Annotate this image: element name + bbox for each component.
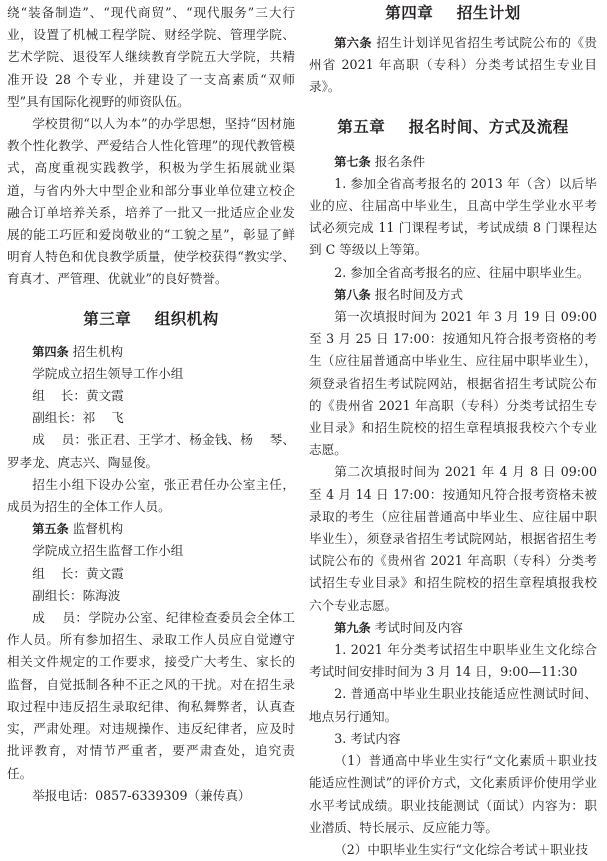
article-4-line: 学院成立招生领导工作小组 [32,365,184,381]
article-5-line: 组 长：黄文霞 [32,565,124,581]
article-9-item: （1）普通高中毕业生实行“文化素质＋职业技能适应性测试”的评价方式，文化素质评价使用学业水平考试成绩。职业技能测试（面试）内容为：职业潜质、特长展示、反应能力等。 [309,753,597,835]
article-7-item: 1. 参加全省高考报名的 2013 年（含）以后毕业的应、往届高中毕业生，且高中学生学业水平考试必须完成 11 门课程考试，考试成绩 8 门课程达到 C 等级以上等第。 [309,175,597,258]
article-7-item: 2. 参加全省高考报名的应、往届中职毕业生。 [334,264,590,280]
article-6-paragraph [309,32,597,99]
article-9-item: 3. 考试内容 [334,730,401,746]
article-5-heading [7,518,295,540]
article-8-second-round: 第二次填报时间为 2021 年 4 月 8 日 09:00 至 4 月 14 日 17:00：按通知凡符合报考资格未被录取的考生（应往届普通高中毕业生、应往届中职毕业生），须登录省招生考试院网站，根据省招生考试院公布的《贵州省 2021 年高职（专科）分类考试招生专业目录》和招生院校的招生章程填报我校六个专业志愿。 [309,464,597,613]
article-7-heading [309,151,597,173]
article-5-line: 学院成立招生监督工作小组 [32,543,184,559]
article-5-members: 成 员：学院办公室、纪律检查委员会全体工作人员。所有参加招生、录取工作人员应自觉遵守相关文件规定的工作要求，接受广大考生、家长的监督，自觉抵制各种不正之风的干扰。对在招生录取过程中违反招生录取纪律、徇私舞弊者，认真查实，严肃处理。对违规操作、违反纪律者，应及时批评教育，对情节严重者，要严肃查处，追究责任。 [7,610,295,781]
article-4-number: 第四条 [32,344,69,359]
chapter-4-heading: 第四章 招生计划 [385,4,521,22]
article-8-heading [309,284,597,306]
article-8-title: 报名时间及方式 [374,286,463,302]
report-phone: 举报电话：0857-6339309（兼传真） [32,787,251,803]
article-9-number: 第九条 [334,620,371,635]
article-8-number: 第八条 [334,287,371,302]
article-9-item: （2）中职毕业生实行“文化综合考试＋职业技 [334,841,588,857]
article-5-number: 第五条 [32,522,69,537]
article-8-first-round: 第一次填报时间为 2021 年 3 月 19 日 09:00 至 3 月 25 日 17:00：按通知凡符合报考资格的考生（应往届普通高中毕业生、应往届中职毕业生），须登录省招生考试院网站，根据省招生考试院公布的《贵州省 2021 年高职（专科）分类考试招生专业目录》和招生院校的招生章程填报我校六个专业志愿。 [309,309,597,458]
article-6-text: 招生计划详见省招生考试院公布的《贵州省 2021 年高职（专科）分类考试招生专业目录》。 [309,35,598,95]
article-4-title: 招生机构 [72,343,124,359]
article-7-number: 第七条 [334,154,371,169]
article-4-members: 成 员：张正君、王学才、杨金钱、杨 琴、罗孝龙、庹志兴、陶显俊。 [7,432,295,470]
article-6-number: 第六条 [334,36,372,50]
intro-paragraph: 绕“装备制造”、“现代商贸”、“现代服务”三大行业，设置了机械工程学院、财经学院、管理学院、艺术学院、退役军人继续教育学院五大学院，共精准开设 28 个专业，并建设了一支高素质“双师型”具有国际化视野的师资队伍。 [7,5,295,109]
school-philosophy-paragraph: 学校贯彻“以人为本”的办学思想，坚持“因材施教个性化教学、严爱结合人性化管理”的现代教管模式，高度重视实践教学，积极为学生拓展就业渠道，与省内外大中型企业和部分事业单位建立校企融合订单培养关系，培养了一批又一批适应企业发展的能工巧匠和爱岗敬业的“工貌之星”，彰显了鲜明育人特色和优良教学质量，使学校获得“教实学、育真才、严管理、优就业”的良好赞誉。 [7,116,295,287]
article-5-line: 副组长：陈海波 [32,587,121,603]
article-4-heading [7,341,295,363]
article-5-title: 监督机构 [72,521,124,537]
chapter-5-heading: 第五章 报名时间、方式及流程 [337,117,569,136]
article-9-item: 2. 普通高中毕业生职业技能适应性测试时间、地点另行通知。 [309,686,597,724]
article-9-heading [309,617,597,639]
article-9-item: 1. 2021 年分类考试招生中职毕业生文化综合考试时间安排时间为 3 月 14 日，9:00—11:30 [309,642,597,680]
article-9-title: 考试时间及内容 [374,619,463,635]
article-4-line: 副组长：祁 飞 [32,410,124,426]
right-column [309,2,598,857]
article-7-title: 报名条件 [374,153,426,169]
article-4-line: 组 长：黄文霞 [32,388,124,404]
chapter-3-heading: 第三章 组织机构 [83,309,219,328]
left-column [7,2,295,842]
article-4-office: 招生小组下设办公室，张正君任办公室主任，成员为招生的全体工作人员。 [7,476,295,515]
